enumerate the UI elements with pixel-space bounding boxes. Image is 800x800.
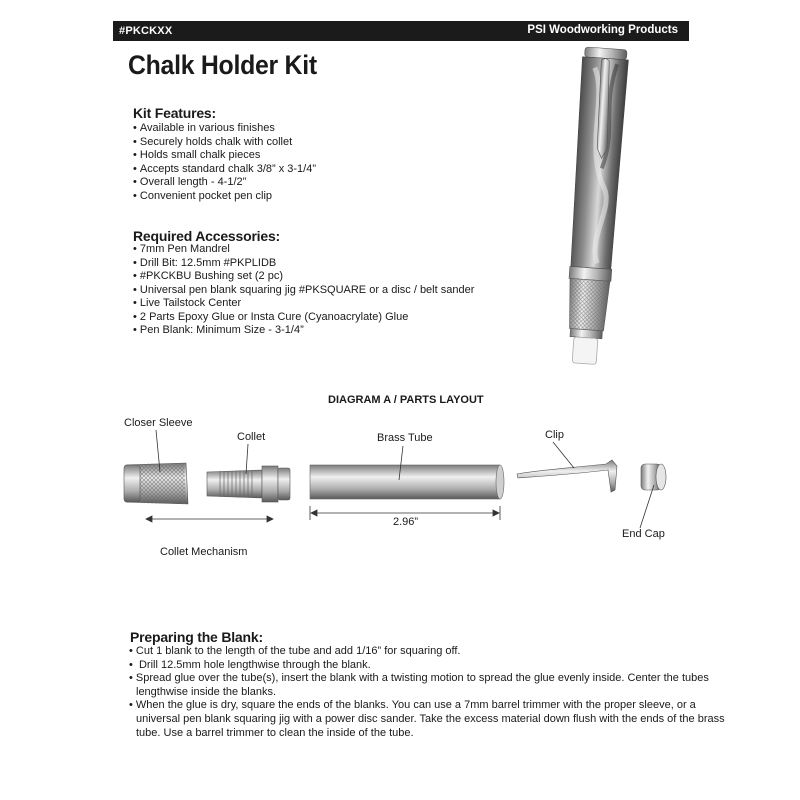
clip-part: [517, 460, 617, 492]
list-item: • Spread glue over the tube(s), insert the blank with a twisting motion to spread the glue evenly inside. Center the tubes lengthwise inside the blanks.: [129, 672, 739, 699]
page-title: Chalk Holder Kit: [128, 50, 317, 80]
list-item: • Convenient pocket pen clip: [133, 190, 316, 204]
list-item: • Overall length - 4-1/2”: [133, 176, 316, 190]
list-item: • 7mm Pen Mandrel: [133, 243, 474, 257]
tube-length-label: 2.96”: [393, 516, 419, 528]
list-item: • Universal pen blank squaring jig #PKSQUARE or a disc / belt sander: [133, 284, 474, 298]
closer-sleeve-part: [124, 463, 188, 504]
list-item: • Accepts standard chalk 3/8” x 3-1/4”: [133, 163, 316, 177]
product-code: #PKCKXX: [119, 25, 173, 37]
collet-mechanism-label: Collet Mechanism: [160, 546, 248, 558]
list-item: • #PKCKBU Bushing set (2 pc): [133, 270, 474, 284]
list-item: • Securely holds chalk with collet: [133, 136, 316, 150]
list-item: • Drill Bit: 12.5mm #PKPLIDB: [133, 257, 474, 271]
collet-label: Collet: [237, 431, 266, 443]
collet-part: [207, 466, 290, 502]
clip-label: Clip: [545, 429, 564, 441]
chalk-holder-illustration: [561, 47, 629, 365]
preparing-list: [129, 645, 739, 740]
required-accessories-heading: Required Accessories:: [133, 228, 281, 244]
list-item: • When the glue is dry, square the ends of the blanks. You can use a 7mm barrel trimmer with the proper sleeve, or a universal pen blank squaring jig with a power disc sander. Take the excess material down flush with the ends of the brass tube. Use a barrel trimmer to clean the inside of the tube.: [129, 699, 739, 740]
brass-tube-label: Brass Tube: [377, 432, 433, 444]
end-cap-label: End Cap: [622, 528, 665, 540]
list-item: • Holds small chalk pieces: [133, 149, 316, 163]
list-item: • Available in various finishes: [133, 122, 316, 136]
closer-sleeve-label: Closer Sleeve: [124, 417, 193, 429]
list-item: • 2 Parts Epoxy Glue or Insta Cure (Cyanoacrylate) Glue: [133, 311, 474, 325]
collet-mechanism-arrow: [146, 516, 273, 522]
list-item: • Live Tailstock Center: [133, 297, 474, 311]
list-item: • Pen Blank: Minimum Size - 3-1/4”: [133, 324, 474, 338]
brand-name: PSI Woodworking Products: [527, 24, 678, 36]
kit-features-heading: Kit Features:: [133, 105, 216, 121]
chalk-stick: [572, 337, 598, 365]
diagram-title: DIAGRAM A / PARTS LAYOUT: [328, 394, 484, 406]
brass-tube-part: [310, 465, 504, 499]
preparing-heading: Preparing the Blank:: [130, 629, 263, 645]
list-item: • Cut 1 blank to the length of the tube and add 1/16” for squaring off.: [129, 645, 739, 659]
list-item: • Drill 12.5mm hole lengthwise through the blank.: [129, 659, 739, 673]
